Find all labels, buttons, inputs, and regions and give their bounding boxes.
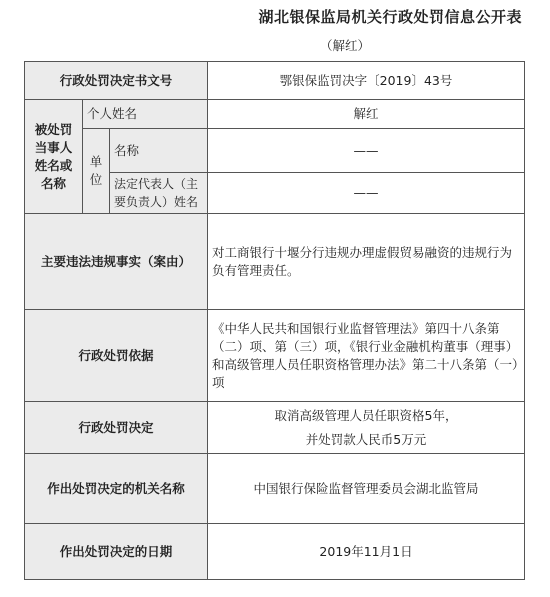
penalty-line-2: 并处罚款人民币5万元 xyxy=(305,431,427,447)
authority-row xyxy=(25,454,525,524)
decision-date-label: 作出处罚决定的日期 xyxy=(25,524,208,580)
penalty-decision-label: 行政处罚决定 xyxy=(25,402,208,454)
unit-label: 单位 xyxy=(83,129,110,214)
unit-name-value: —— xyxy=(208,129,525,173)
decision-date-row xyxy=(25,524,525,580)
legal-basis-label: 行政处罚依据 xyxy=(25,310,208,402)
legal-basis-row xyxy=(25,310,525,402)
penalty-decision-value xyxy=(208,402,525,454)
individual-name-value: 解红 xyxy=(208,100,525,129)
penalty-line-1: 取消高级管理人员任职资格5年， xyxy=(274,407,458,423)
legal-representative-value: —— xyxy=(208,173,525,214)
facts-label: 主要违法违规事实（案由） xyxy=(25,214,208,310)
legal-basis-value: 《中华人民共和国银行业监督管理法》第四十八条第（二）项、第（三）项，《银行业金融机构董事（理事）和高级管理人员任职资格管理办法》第二十八条第（一）项 xyxy=(208,310,525,402)
decision-number-label: 行政处罚决定书文号 xyxy=(25,62,208,100)
decision-number-value: 鄂银保监罚决字〔2019〕43号 xyxy=(208,62,525,100)
page-subtitle: （解红） xyxy=(320,38,371,53)
penalty-info-table xyxy=(24,61,525,580)
unit-name-row xyxy=(25,129,525,173)
unit-name-label: 名称 xyxy=(110,129,208,173)
legal-representative-label: 法定代表人（主要负责人）姓名 xyxy=(110,173,208,214)
individual-name-label: 个人姓名 xyxy=(83,100,208,129)
decision-date-value: 2019年11月1日 xyxy=(208,524,525,580)
facts-row xyxy=(25,214,525,310)
penalty-decision-row xyxy=(25,402,525,454)
decision-number-row xyxy=(25,62,525,100)
party-label: 被处罚当事人姓名或名称 xyxy=(25,100,83,214)
authority-label: 作出处罚决定的机关名称 xyxy=(25,454,208,524)
individual-name-row xyxy=(25,100,525,129)
page-title: 湖北银保监局机关行政处罚信息公开表 xyxy=(258,8,522,26)
facts-value: 对工商银行十堰分行违规办理虚假贸易融资的违规行为负有管理责任。 xyxy=(208,214,525,310)
authority-value: 中国银行保险监督管理委员会湖北监管局 xyxy=(208,454,525,524)
